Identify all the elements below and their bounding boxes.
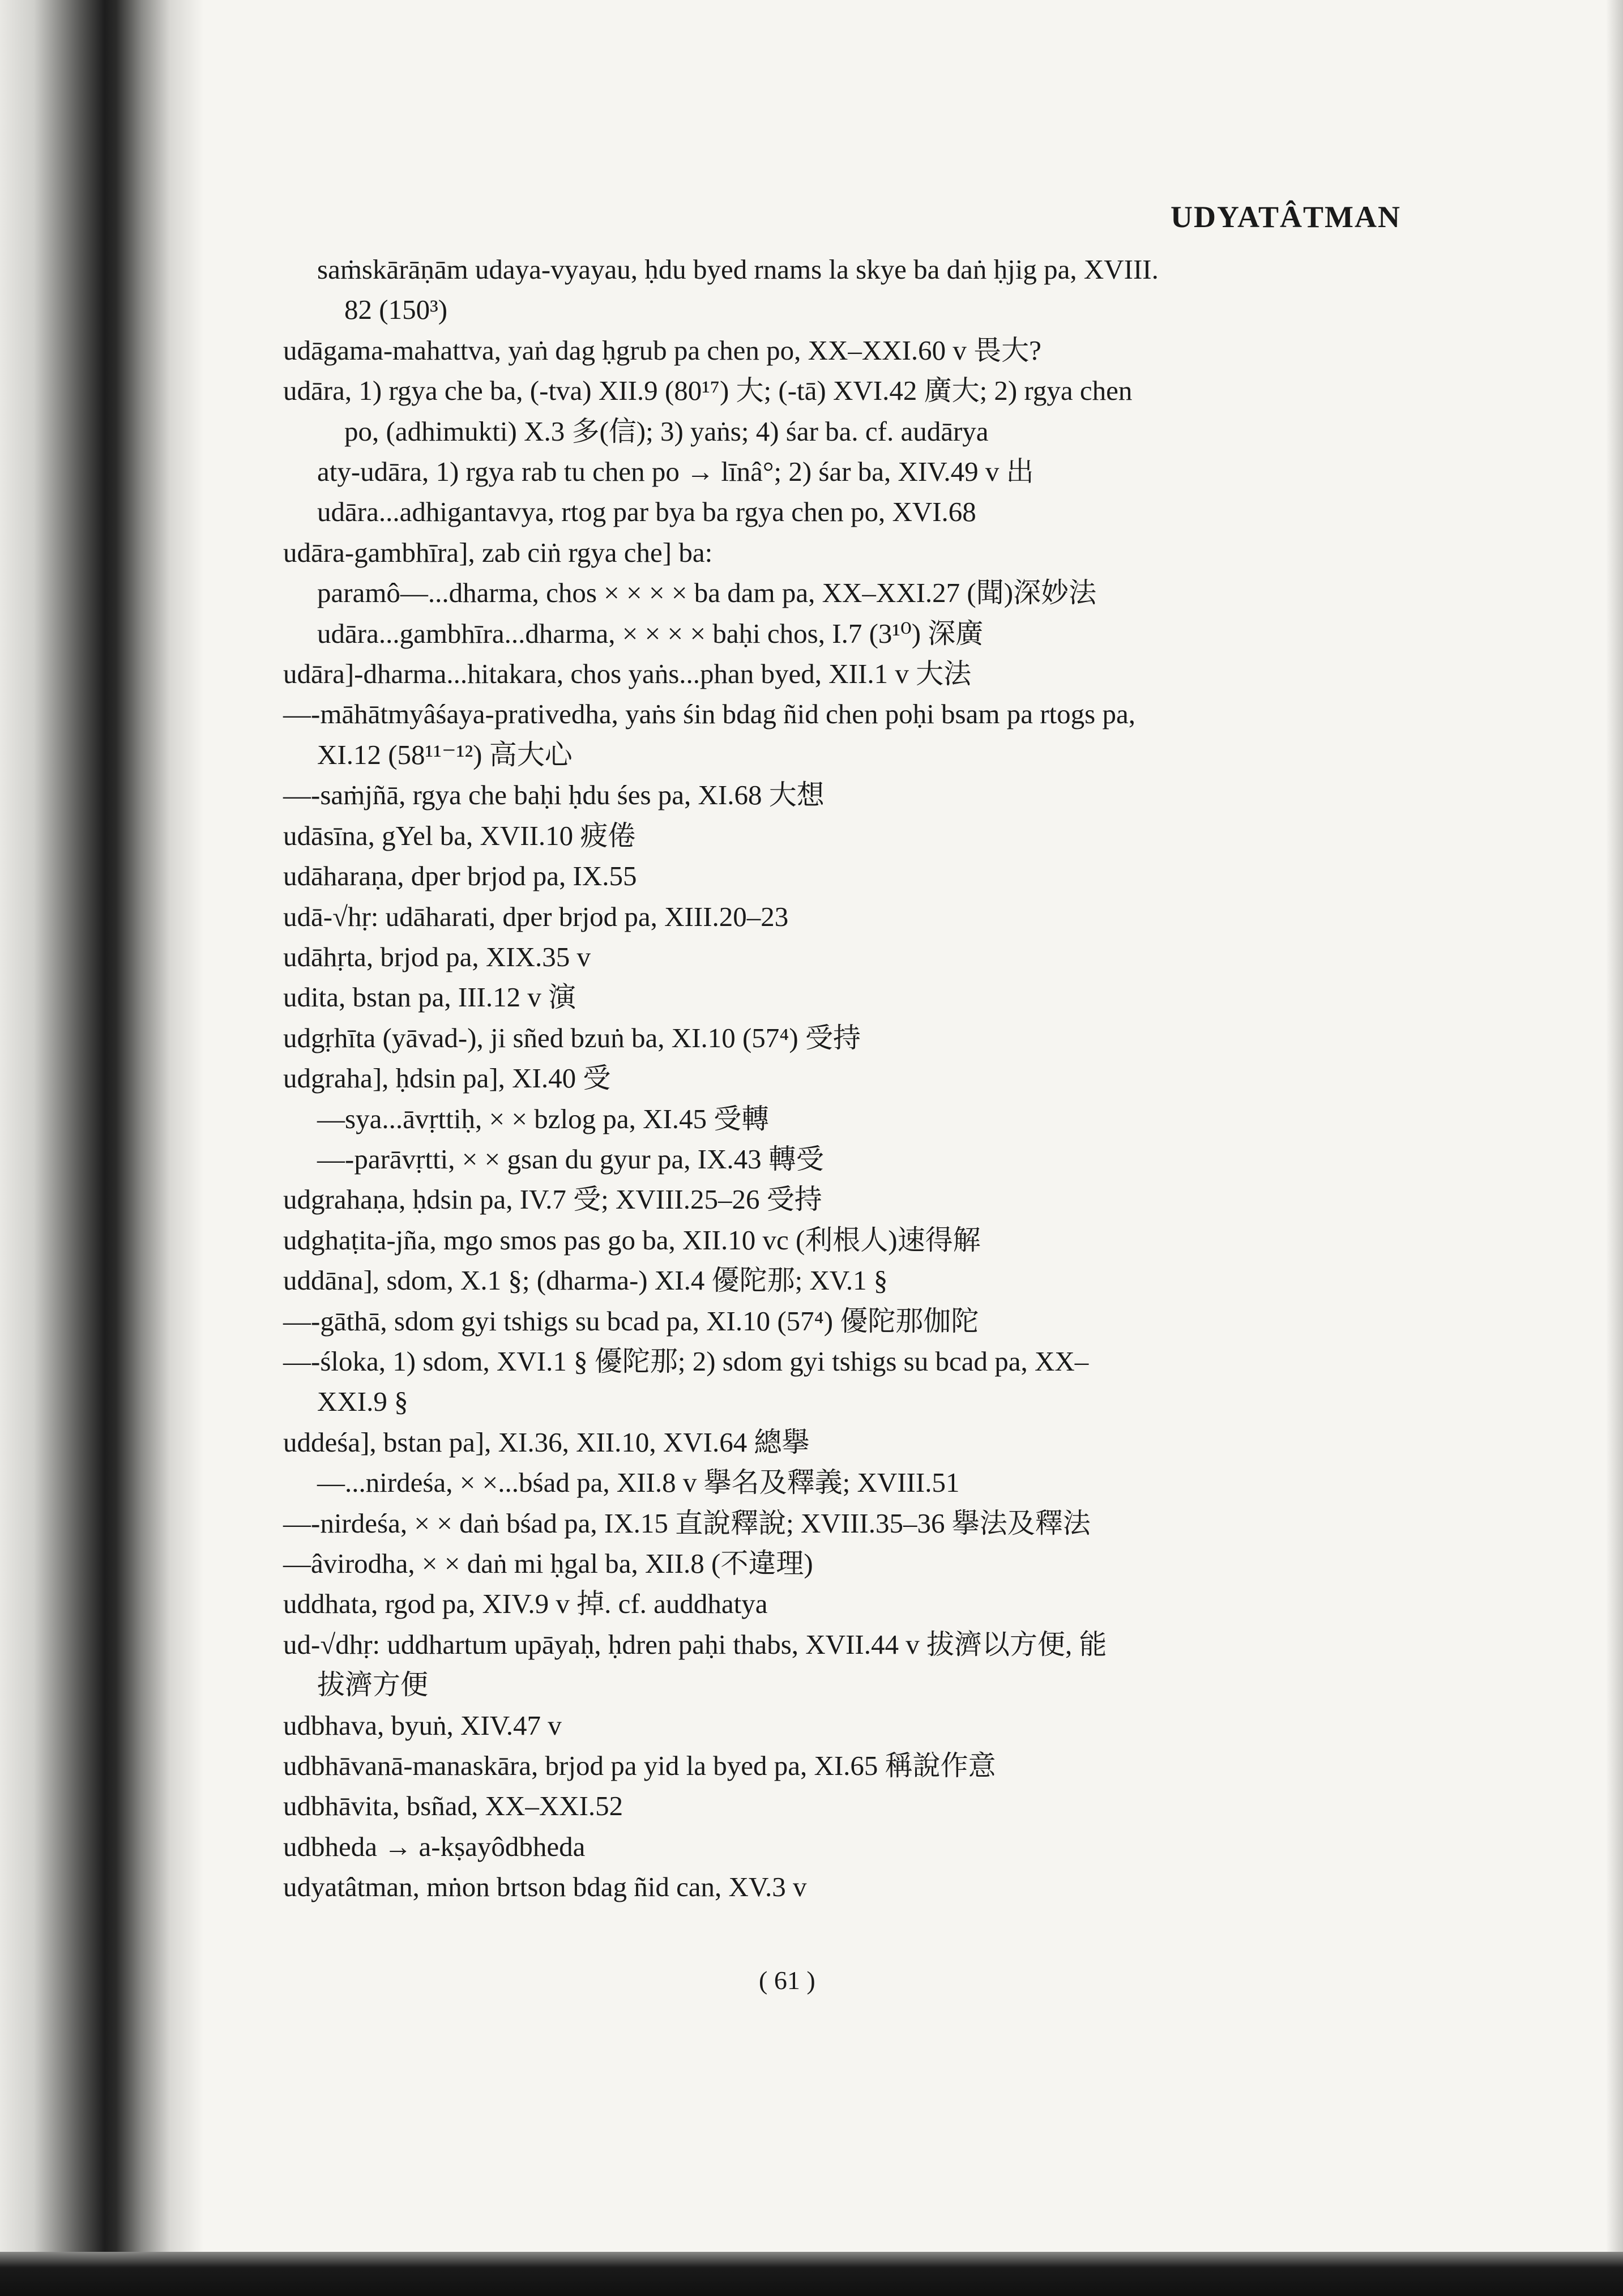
entry-line: udāra-gambhīra], zab ciṅ rgya che] ba:	[283, 536, 713, 568]
entry-line: —-saṁjñā, rgya che baḥi ḥdu śes pa, XI.68 大想	[283, 779, 825, 811]
entry-line: udāra, 1) rgya che ba, (-tva) XII.9 (80¹⁷) 大; (-tā) XVI.42 廣大; 2) rgya chen	[283, 375, 1133, 407]
entry-line: udgrahaṇa, ḥdsin pa, IV.7 受; XVIII.25–26 受持	[283, 1184, 822, 1215]
entry-line: ud-√dhṛ: uddhartum upāyaḥ, ḥdren paḥi thabs, XVII.44 v 拔濟以方便, 能	[283, 1628, 1107, 1660]
entry-line: 拔濟方便	[317, 1669, 429, 1701]
entry-line: paramô—...dharma, chos × × × × ba dam pa, XX–XXI.27 (聞)深妙法	[317, 577, 1097, 609]
entry-line: aty-udāra, 1) rgya rab tu chen po → līnâ°; 2) śar ba, XIV.49 v 出	[317, 456, 1034, 488]
entry-line: po, (adhimukti) X.3 多(信); 3) yaṅs; 4) śar ba. cf. audārya	[344, 415, 989, 447]
entry-line: udāra...adhigantavya, rtog par bya ba rgya chen po, XVI.68	[317, 496, 976, 528]
entry-line: —-śloka, 1) sdom, XVI.1 § 優陀那; 2) sdom gyi tshigs su bcad pa, XX–	[283, 1345, 1089, 1377]
entry-line: udāra]-dharma...hitakara, chos yaṅs...phan byed, XII.1 v 大法	[283, 658, 972, 690]
running-head: UDYATÂTMAN	[1170, 200, 1401, 234]
entry-line: udgraha], ḥdsin pa], XI.40 受	[283, 1062, 611, 1094]
entry-line: —...nirdeśa, × ×...bśad pa, XII.8 v 擧名及釋義; XVIII.51	[317, 1467, 960, 1499]
book-binding-shadow	[0, 0, 204, 2296]
entry-line: udbheda → a-kṣayôdbheda	[283, 1830, 586, 1862]
page-number: ( 61 )	[759, 1966, 815, 1995]
entry-line: udbhāvanā-manaskāra, brjod pa yid la byed pa, XI.65 稱說作意	[283, 1750, 996, 1782]
entry-line: udbhāvita, bsñad, XX–XXI.52	[283, 1790, 623, 1822]
entry-line: udā-√hṛ: udāharati, dper brjod pa, XIII.20–23	[283, 901, 789, 932]
entry-line: —sya...āvṛttiḥ, × × bzlog pa, XI.45 受轉	[317, 1103, 770, 1134]
entry-line: udita, bstan pa, III.12 v 演	[283, 981, 576, 1013]
entry-line: XI.12 (58¹¹⁻¹²) 高大心	[317, 739, 573, 770]
entry-line: udbhava, byuṅ, XIV.47 v	[283, 1709, 562, 1741]
entry-line: udyatâtman, mṅon brtson bdag ñid can, XV.3 v	[283, 1871, 807, 1903]
entry-line: udgṛhīta (yāvad-), ji sñed bzuṅ ba, XI.10 (57⁴) 受持	[283, 1022, 861, 1053]
entry-line: —-māhātmyâśaya-prativedha, yaṅs śin bdag ñid chen poḥi bsam pa rtogs pa,	[283, 698, 1135, 730]
page-edge-shadow	[1606, 0, 1623, 2296]
entry-line: udāsīna, gYel ba, XVII.10 疲倦	[283, 820, 636, 851]
scan-bottom-edge	[0, 2252, 1623, 2296]
entry-line: —âvirodha, × × daṅ mi ḥgal ba, XII.8 (不違理)	[283, 1548, 813, 1579]
entry-line: uddāna], sdom, X.1 §; (dharma-) XI.4 優陀那; XV.1 §	[283, 1265, 888, 1296]
entry-line: uddhata, rgod pa, XIV.9 v 掉. cf. auddhatya	[283, 1588, 768, 1620]
entry-line: udāhṛta, brjod pa, XIX.35 v	[283, 941, 591, 972]
entry-line: —-parāvṛtti, × × gsan du gyur pa, IX.43 轉受	[317, 1143, 824, 1175]
entry-line: saṁskārāṇām udaya-vyayau, ḥdu byed rnams la skye ba daṅ ḥjig pa, XVIII.	[317, 254, 1159, 285]
entry-line: 82 (150³)	[344, 294, 448, 326]
entry-line: —-gāthā, sdom gyi tshigs su bcad pa, XI.10 (57⁴) 優陀那伽陀	[283, 1305, 979, 1337]
dictionary-entries	[283, 249, 1402, 1907]
entry-line: udāra...gambhīra...dharma, × × × × baḥi chos, I.7 (3¹⁰) 深廣	[317, 617, 984, 649]
entry-line: udāharaṇa, dper brjod pa, IX.55	[283, 860, 637, 892]
entry-line: —-nirdeśa, × × daṅ bśad pa, IX.15 直說釋說; XVIII.35–36 擧法及釋法	[283, 1507, 1091, 1539]
entry-line: udāgama-mahattva, yaṅ dag ḥgrub pa chen po, XX–XXI.60 v 畏大?	[283, 334, 1041, 366]
entry-line: XXI.9 §	[317, 1386, 408, 1418]
entry-line: udghaṭita-jña, mgo smos pas go ba, XII.10 vc (利根人)速得解	[283, 1224, 981, 1256]
entry-line: uddeśa], bstan pa], XI.36, XII.10, XVI.64 總擧	[283, 1426, 810, 1458]
